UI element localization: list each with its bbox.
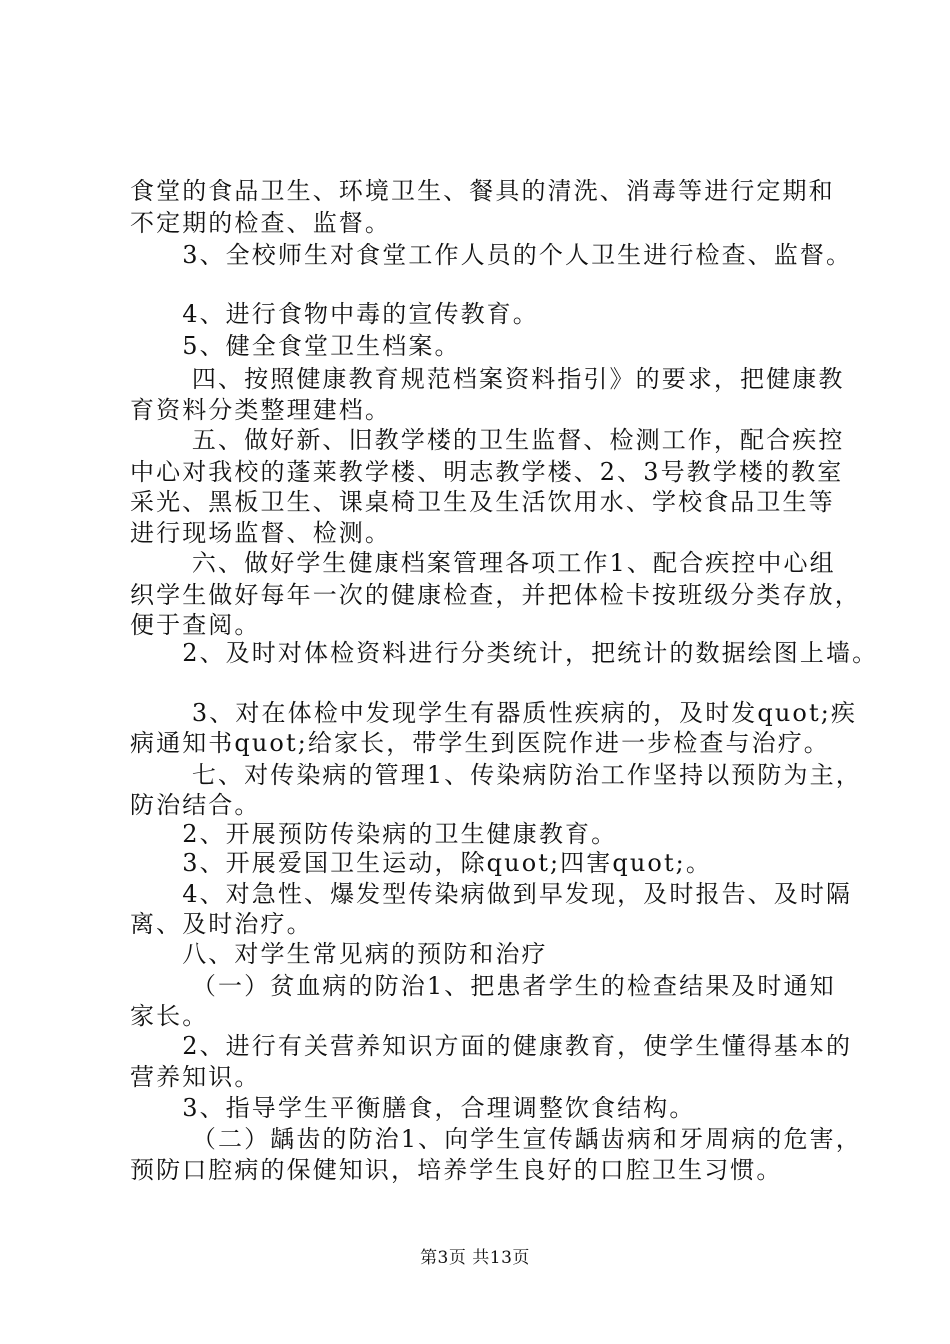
text-line: 五、做好新、旧教学楼的卫生监督、检测工作，配合疾控 <box>130 426 845 454</box>
text-line: 八、对学生常见病的预防和治疗 <box>130 940 548 968</box>
text-line: 4、进行食物中毒的宣传教育。 <box>130 300 539 328</box>
text-line: 离、及时治疗。 <box>130 910 313 938</box>
text-line: 采光、黑板卫生、课桌椅卫生及生活饮用水、学校食品卫生等 <box>130 488 835 516</box>
text-line: 防治结合。 <box>130 791 261 819</box>
text-line: 六、做好学生健康档案管理各项工作1、配合疾控中心组 <box>130 549 836 577</box>
text-line: 织学生做好每年一次的健康检查，并把体检卡按班级分类存放， <box>130 581 861 609</box>
text-line: 5、健全食堂卫生档案。 <box>130 332 461 360</box>
text-line: 四、按照健康教育规范档案资料指引》的要求，把健康教 <box>130 365 845 393</box>
text-line: 3、开展爱国卫生运动，除quot;四害quot;。 <box>130 849 712 877</box>
text-line: 营养知识。 <box>130 1063 261 1091</box>
text-line: 育资料分类整理建档。 <box>130 396 391 424</box>
text-line: 家长。 <box>130 1002 209 1030</box>
page-footer: 第3页 共13页 <box>420 1248 530 1268</box>
text-line: 食堂的食品卫生、环境卫生、餐具的清洗、消毒等进行定期和 <box>130 177 835 205</box>
text-line: 预防口腔病的保健知识，培养学生良好的口腔卫生习惯。 <box>130 1156 783 1184</box>
text-line: 4、对急性、爆发型传染病做到早发现，及时报告、及时隔 <box>130 880 853 908</box>
text-line: （一）贫血病的防治1、把患者学生的检查结果及时通知 <box>130 972 836 1000</box>
text-line: 3、对在体检中发现学生有器质性疾病的，及时发quot;疾 <box>130 699 857 727</box>
text-line: 进行现场监督、检测。 <box>130 519 391 547</box>
text-line: 3、全校师生对食堂工作人员的个人卫生进行检查、监督。 <box>130 241 853 269</box>
text-line: 2、进行有关营养知识方面的健康教育，使学生懂得基本的 <box>130 1032 853 1060</box>
text-line: 中心对我校的蓬莱教学楼、明志教学楼、2、3号教学楼的教室 <box>130 458 844 486</box>
text-line: 2、开展预防传染病的卫生健康教育。 <box>130 820 618 848</box>
text-line: 七、对传染病的管理1、传染病防治工作坚持以预防为主， <box>130 761 862 789</box>
text-line: 2、及时对体检资料进行分类统计，把统计的数据绘图上墙。 <box>130 639 879 667</box>
text-line: 便于查阅。 <box>130 611 261 639</box>
text-line: 不定期的检查、监督。 <box>130 209 391 237</box>
text-line: 病通知书quot;给家长，带学生到医院作进一步检查与治疗。 <box>130 729 830 757</box>
text-line: （二）龋齿的防治1、向学生宣传龋齿病和牙周病的危害， <box>130 1125 862 1153</box>
text-line: 3、指导学生平衡膳食，合理调整饮食结构。 <box>130 1094 696 1122</box>
